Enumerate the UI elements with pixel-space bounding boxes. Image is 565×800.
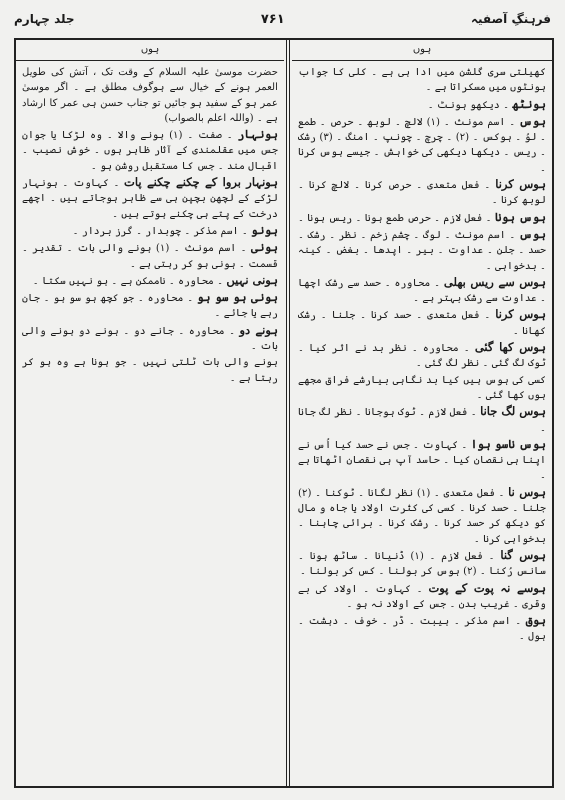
- dictionary-entry: [298, 340, 546, 372]
- dictionary-entry: [22, 175, 278, 222]
- entry-definition: ۔ محاورہ ۔ جانے دو ۔ ہونے دو ہونے والی بات ۔: [22, 325, 278, 353]
- dictionary-entry: [298, 227, 546, 274]
- entry-definition: ۔ دیکھو ہونٹ ۔: [427, 99, 513, 111]
- entry-definition: ۔ فعل لازم ۔ (۱) ڈنیانا ۔ ساٹھ ہونا ۔ سانس رُکنا ۔ (۲) ہوس کر بولنا ۔ کس کر بولنا ۔: [298, 550, 546, 578]
- entry-headword: ہوس سے ریس بھلی: [443, 274, 546, 289]
- right-column-heading: ہوں: [292, 40, 552, 61]
- entry-headword: ہونہار بروا کے چکنے چکنے پات: [124, 175, 278, 190]
- entry-headword: ہونٹھ: [512, 96, 546, 111]
- dictionary-entry: [298, 437, 546, 484]
- entry-headword: ہوق: [525, 613, 546, 628]
- column-rule: [286, 40, 287, 786]
- book-title: فرہنگِ آصفیہ: [471, 12, 551, 26]
- page-header: [14, 8, 551, 30]
- entry-definition: ۔ فعل لازم ۔ حرص طمع ہونا ۔ ریس ہونا ۔: [298, 212, 495, 224]
- entry-definition: ۔ فعل متعدی ۔ حسد کرنا ۔ جلنا ۔ رشک کھانا ۔: [298, 310, 546, 337]
- entry-headword: ہوس کھا گئی: [474, 340, 546, 355]
- entry-definition: حضرت موسیٰ علیہ السلام کے وقت تک ، آتش کی طویل العمر ہونے کے خیال سے ہوگوف مطلق ہے ۔ اگر موسیٰ عمر ہو کے سفید ہو جائیں تو جناب حسن ہی عمر کا ارشاد ہے ۔ (واللہ اعلم بالصواب): [22, 67, 278, 124]
- entry-headword: ہونی: [251, 240, 278, 255]
- entry-definition: ۔ اسم مونث ۔ (۱) لالچ ۔ لوبھ ۔ حرص ۔ طمع ۔ لوُ ۔ ہوکس ۔ (۲) ۔ چرچ ۔ چونپ ۔ امنگ ۔ (۳) رشک ۔ ریس ۔ دیکھا دیکھی کی خواہش ۔ جیسے ہوس کرنا ۔: [298, 116, 546, 174]
- dictionary-entry: [22, 273, 278, 289]
- dictionary-entry: [22, 290, 278, 322]
- dictionary-entry: [22, 127, 278, 174]
- page-frame: [14, 38, 554, 788]
- entry-definition: ۔ محاورہ ۔ جو کچھ ہو سو ہو ۔ جان رہے یا جائے ۔: [22, 293, 278, 320]
- entry-definition: ۔ محاورہ ۔ حسد سے رشک اچھا ۔ عداوت سے رشک بہتر ہے ۔: [298, 277, 546, 305]
- dictionary-entry: [298, 548, 546, 580]
- entry-definition: ۔ کہاوت ۔ اولاد کی بے وقری ۔ غریب بدن ۔ جس کے اولاد نہ ہو ۔: [298, 583, 546, 610]
- entry-headword: ہونے دو: [239, 322, 278, 337]
- entry-definition: ۔ فعل متعدی ۔ حرص کرنا ۔ لالچ کرنا ۔ لوبھ کرنا ۔: [298, 180, 546, 207]
- dictionary-entry: [22, 240, 278, 272]
- entry-headword: ہوس کرنا: [495, 177, 546, 192]
- dictionary-entry: [298, 613, 546, 645]
- dictionary-entry: [298, 210, 546, 226]
- left-entries: [22, 65, 278, 386]
- entry-definition: ۔ فعل لازم ۔ ٹوک ہوجانا ۔ نظر لگ جانا ۔: [298, 407, 546, 434]
- entry-headword: ہوس گنا: [500, 547, 546, 562]
- dictionary-entry: [298, 65, 546, 96]
- entry-definition: ۔ اسم مونث ۔ لوگ ۔ چشم زخم ۔ نظر ۔ رشک ۔ حسد ۔ جلن ۔ عداوت ۔ بیر ۔ اپدھا ۔ بغض ۔ کینہ ۔ بدخواہی ۔: [298, 229, 546, 272]
- right-column: [292, 40, 552, 786]
- entry-headword: ہوس نا: [508, 484, 546, 499]
- dictionary-entry: [298, 581, 546, 613]
- dictionary-entry: [22, 323, 278, 355]
- entry-headword: ہونی نہیں: [226, 272, 278, 287]
- entry-headword: ہوس کرنا: [495, 307, 546, 322]
- entry-definition: ۔ محاورہ ۔ ناممکن ہے ۔ ہو نہیں سکتا ۔: [32, 275, 227, 287]
- entry-definition: ہونے والی بات ٹلتی نہیں ۔ جو ہونا ہے وہ ہو کر رہتا ہے ۔: [22, 357, 278, 384]
- left-column-heading: ہوں: [16, 40, 284, 61]
- entry-definition: ۔ اسم مذکر ۔ چوبدار ۔ گرز بردار ۔: [72, 225, 252, 237]
- entry-definition: کھیلتی سری گلشن میں ادا ہی ہے ۔ کلی کا جواب ہونٹوں میں مسکراتا ہے ۔: [298, 67, 546, 94]
- dictionary-entry: [298, 404, 546, 436]
- dictionary-entry: [298, 373, 546, 404]
- entry-definition: ۔ اسم مذکر ۔ ہیبت ۔ ڈر ۔ خوف ۔ دہشت ۔ ہول ۔: [298, 616, 546, 643]
- entry-definition: ۔ فعل متعدی ۔ (۱) نظر لگانا ۔ ٹوکنا ۔ (۲) جلنا ۔ حسد کرنا ۔ کسی کی کثرت اولاد یا جاہ و مال کو دیکھ کر حسد کرنا ۔ رشک کرنا ۔ برائی چاہنا ۔ بدخواہی کرنا ۔: [298, 487, 546, 545]
- dictionary-entry: [298, 307, 546, 339]
- entry-headword: ہونہار: [237, 127, 278, 142]
- entry-definition: ۔ کہاوت ۔ جس نے حسد کیا اُس نے اپنا ہی نقصان کیا ۔ حاسد آپ ہی نقصان اٹھاتا ہے ۔: [298, 439, 546, 482]
- dictionary-entry: [298, 485, 546, 547]
- dictionary-entry: [298, 114, 546, 176]
- entry-definition: کسی کی ہوس ہیں کیا بد نگاہی بیارشے فراق مجھے ہوں کھا گئی ۔: [298, 374, 546, 401]
- entry-headword: ہوس: [519, 113, 547, 128]
- entry-definition: ۔ اسم مونث ۔ (۱) ہونے والی بات ۔ تقدیر ۔ قسمت ۔ ہونی ہو کر رہتی ہے ۔: [22, 243, 278, 270]
- entry-definition: ۔ کہاوت ۔ ہونہار لڑکے کے لچھن بچپن ہی سے ظاہر ہوجاتے ہیں ۔ اچھے درخت کے پتے ہی چکنے ہوتے ہیں ۔: [22, 178, 278, 220]
- left-column: [16, 40, 284, 786]
- entry-headword: ہوس: [519, 226, 546, 241]
- dictionary-entry: [298, 97, 546, 113]
- dictionary-entry: [22, 223, 278, 239]
- entry-headword: ہوس لگ جانا: [480, 404, 546, 419]
- dictionary-entry: [298, 177, 546, 209]
- entry-headword: ہونی ہو سو ہو: [197, 290, 278, 305]
- entry-headword: ہونو: [251, 222, 278, 237]
- page-number: ۷۶۱: [260, 11, 285, 27]
- entry-definition: ۔ صفت ۔ (۱) ہونے والا ۔ وہ لڑکا یا جوان جس میں عقلمندی کے آثار ظاہر ہوں ۔ خوش نصیب ۔ اقبال مند ۔ جس کا مستقبل روشن ہو ۔: [22, 130, 278, 172]
- right-entries: [298, 65, 546, 645]
- dictionary-entry: [298, 275, 546, 307]
- entry-definition: ۔ محاورہ ۔ نظر بد نے اثر کیا ۔ ٹوک لگ گئی ۔ نظر لگ گئی ۔: [298, 343, 546, 370]
- entry-headword: ہوس ناسو ہوا: [470, 436, 546, 451]
- entry-headword: ہوس ہونا: [494, 209, 546, 224]
- column-rule-inner: [289, 40, 290, 786]
- volume-label: جلد چہارم: [14, 12, 75, 26]
- dictionary-entry: [22, 65, 278, 126]
- entry-headword: ہوسے نہ پوت کے پوت: [428, 580, 546, 595]
- dictionary-entry: [22, 355, 278, 386]
